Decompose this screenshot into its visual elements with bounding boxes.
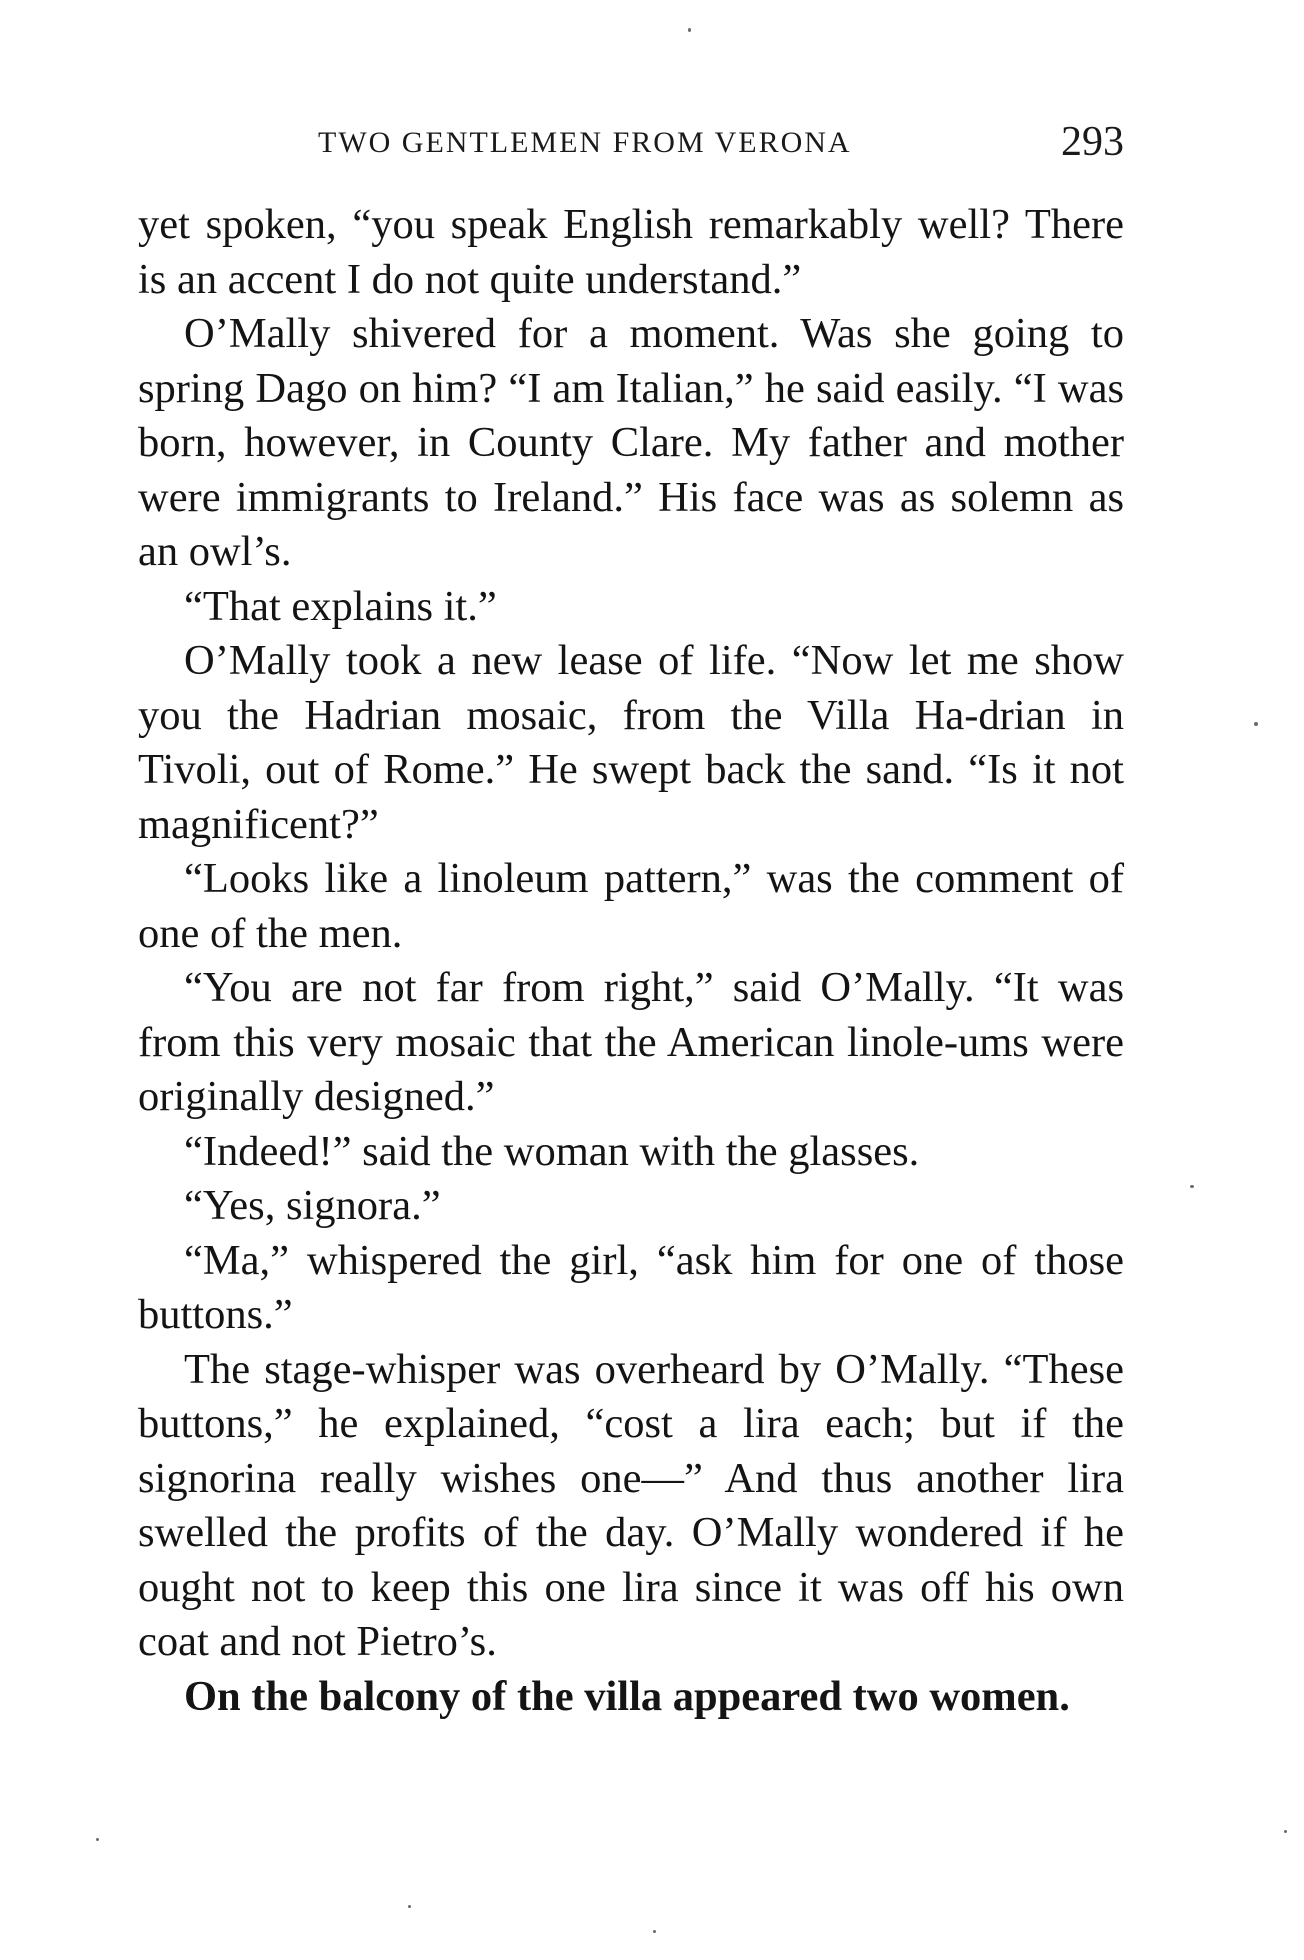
- page-number: 293: [1061, 119, 1124, 165]
- scan-speck: [1254, 722, 1258, 726]
- paragraph-7: “Indeed!” said the woman with the glasses.: [184, 1127, 920, 1175]
- scan-speck: [408, 1905, 411, 1908]
- paragraph-1: yet spoken, “you speak English remarkably well? There is an accent I do not quite understand.”: [138, 201, 1124, 303]
- scan-speck: [1284, 1830, 1287, 1833]
- scan-speck: [688, 28, 691, 32]
- paragraph-5: “Looks like a linoleum pattern,” was the comment of one of the men.: [138, 855, 1124, 957]
- paragraph-2: O’Mally shivered for a moment. Was she going to spring Dago on him? “I am Italian,” he said easily. “I was born, however, in County Clare. My father and mother were immigrants to Ireland.” His face was as solemn as an owl’s.: [138, 310, 1124, 575]
- page-header: [138, 108, 1124, 168]
- paragraph-11: On the balcony of the villa appeared two women.: [184, 1672, 1070, 1720]
- running-head: TWO GENTLEMEN FROM VERONA: [318, 126, 852, 159]
- scan-speck: [96, 1838, 99, 1841]
- scan-speck: [1190, 1185, 1194, 1188]
- body-text: [138, 198, 1124, 1724]
- paragraph-6: “You are not far from right,” said O’Mally. “It was from this very mosaic that the American linole-ums were originally designed.”: [138, 964, 1124, 1120]
- paragraph-3: “That explains it.”: [184, 582, 497, 630]
- paragraph-9: “Ma,” whispered the girl, “ask him for one of those buttons.”: [138, 1236, 1124, 1338]
- paragraph-8: “Yes, signora.”: [184, 1182, 441, 1229]
- paragraph-4: O’Mally took a new lease of life. “Now let me show you the Hadrian mosaic, from the Villa Ha-drian in Tivoli, out of Rome.” He swept back the sand. “Is it not magnificent?”: [138, 637, 1124, 848]
- paragraph-10: The stage-whisper was overheard by O’Mally. “These buttons,” he explained, “cost a lira each; but if the signorina really wishes one—” And thus another lira swelled the profits of the day. O’Mally wondered if he ought not to keep this one lira since it was off his own coat and not Pietro’s.: [138, 1345, 1124, 1665]
- scan-speck: [653, 1930, 656, 1933]
